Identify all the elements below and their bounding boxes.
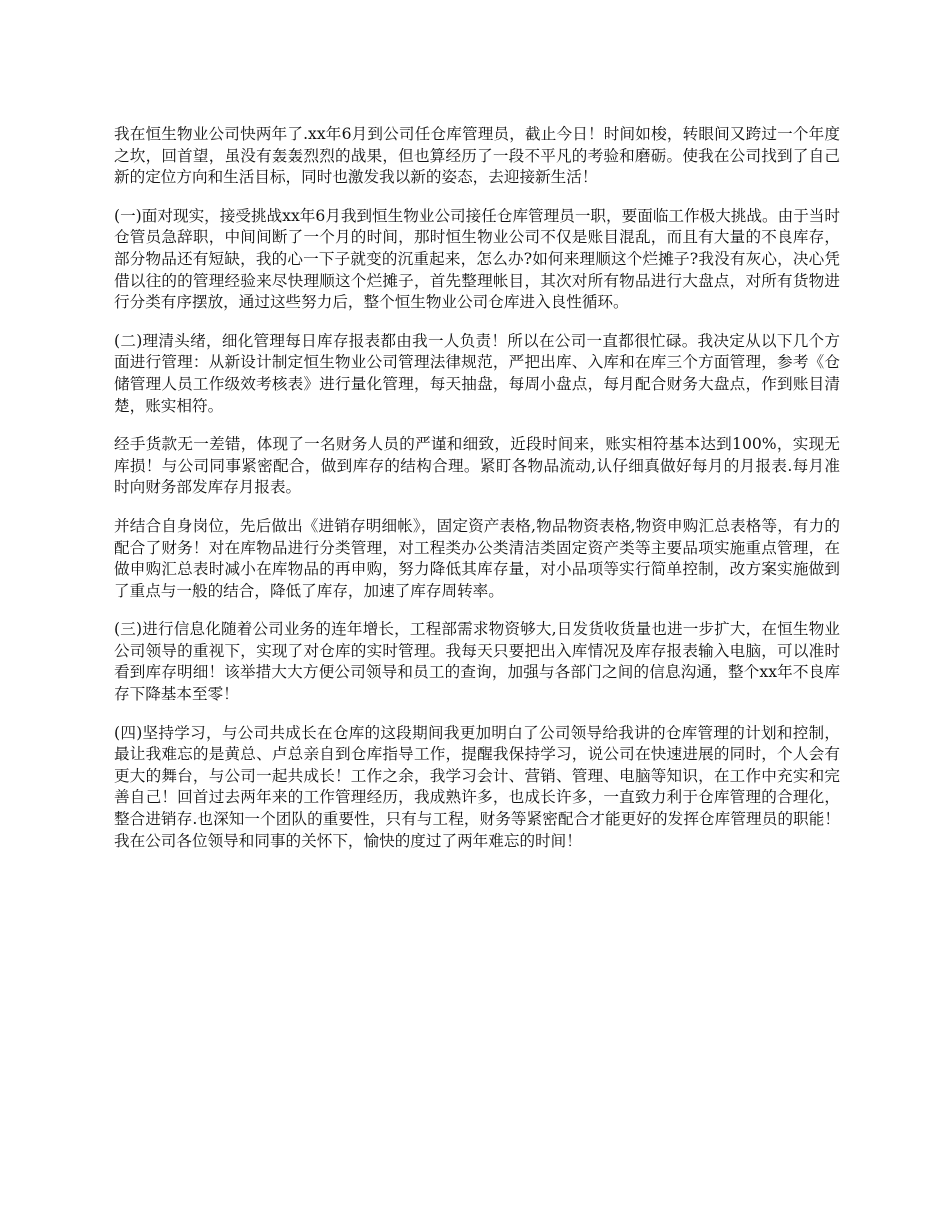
paragraph-section-3: (三)进行信息化随着公司业务的连年增长，工程部需求物资够大,日发货收货量也进一步扩大，在恒生物业公司领导的重视下，实现了对仓库的实时管理。我每天只要把出入库情况及库存报表输入电脑，可以准时看到库存明细！该举措大大方便公司领导和员工的查询，加强与各部门之间的信息沟通，整个xx年不良库存下降基本至零！ — [114, 620, 840, 704]
paragraph-accounts: 经手货款无一差错，体现了一名财务人员的严谨和细致，近段时间来，账实相符基本达到100%，实现无库损！与公司同事紧密配合，做到库存的结构合理。紧盯各物品流动,认仔细真做好每月的月报表.每月准时向财务部发库存月报表。 — [114, 435, 840, 497]
paragraph-intro: 我在恒生物业公司快两年了.xx年6月到公司任仓库管理员，截止今日！时间如梭，转眼间又跨过一个年度之坎，回首望，虽没有轰轰烈烈的战果，但也算经历了一段不平凡的考验和磨砺。使我在公司找到了自己新的定位方向和生活目标，同时也激发我以新的姿态，去迎接新生活！ — [114, 125, 840, 187]
paragraph-section-1: (一)面对现实，接受挑战xx年6月我到恒生物业公司接任仓库管理员一职，要面临工作极大挑战。由于当时仓管员急辞职，中间间断了一个月的时间，那时恒生物业公司不仅是账目混乱，而且有大量的不良库存，部分物品还有短缺，我的心一下子就变的沉重起来，怎么办?如何来理顺这个烂摊子?我没有灰心，决心凭借以往的的管理经验来尽快理顺这个烂摊子，首先整理帐目，其次对所有物品进行大盘点，对所有货物进行分类有序摆放，通过这些努力后，整个恒生物业公司仓库进入良性循环。 — [114, 206, 840, 312]
paragraph-section-2: (二)理清头绪，细化管理每日库存报表都由我一人负责！所以在公司一直都很忙碌。我决定从以下几个方面进行管理：从新设计制定恒生物业公司管理法律规范，严把出库、入库和在库三个方面管理，参考《仓储管理人员工作级效考核表》进行量化管理，每天抽盘，每周小盘点，每月配合财务大盘点，作到账目清楚，账实相符。 — [114, 331, 840, 415]
paragraph-section-4: (四)坚持学习，与公司共成长在仓库的这段期间我更加明白了公司领导给我讲的仓库管理的计划和控制，最让我难忘的是黄总、卢总亲自到仓库指导工作，提醒我保持学习，说公司在快速进展的同时，个人会有更大的舞台，与公司一起共成长！工作之余，我学习会计、营销、管理、电脑等知识，在工作中充实和完善自己！回首过去两年来的工作管理经历，我成熟许多，也成长许多，一直致力利于仓库管理的合理化，整合进销存.也深知一个团队的重要性，只有与工程，财务等紧密配合才能更好的发挥仓库管理员的职能！我在公司各位领导和同事的关怀下，愉快的度过了两年难忘的时间！ — [114, 723, 840, 850]
paragraph-records: 并结合自身岗位，先后做出《进销存明细帐》，固定资产表格,物品物资表格,物资申购汇总表格等，有力的配合了财务！对在库物品进行分类管理，对工程类办公类清洁类固定资产类等主要品项实施重点管理，在做申购汇总表时减小在库物品的再申购，努力降低其库存量，对小品项等实行简单控制，改方案实施做到了重点与一般的结合，降低了库存，加速了库存周转率。 — [114, 516, 840, 600]
document-body — [114, 124, 840, 869]
